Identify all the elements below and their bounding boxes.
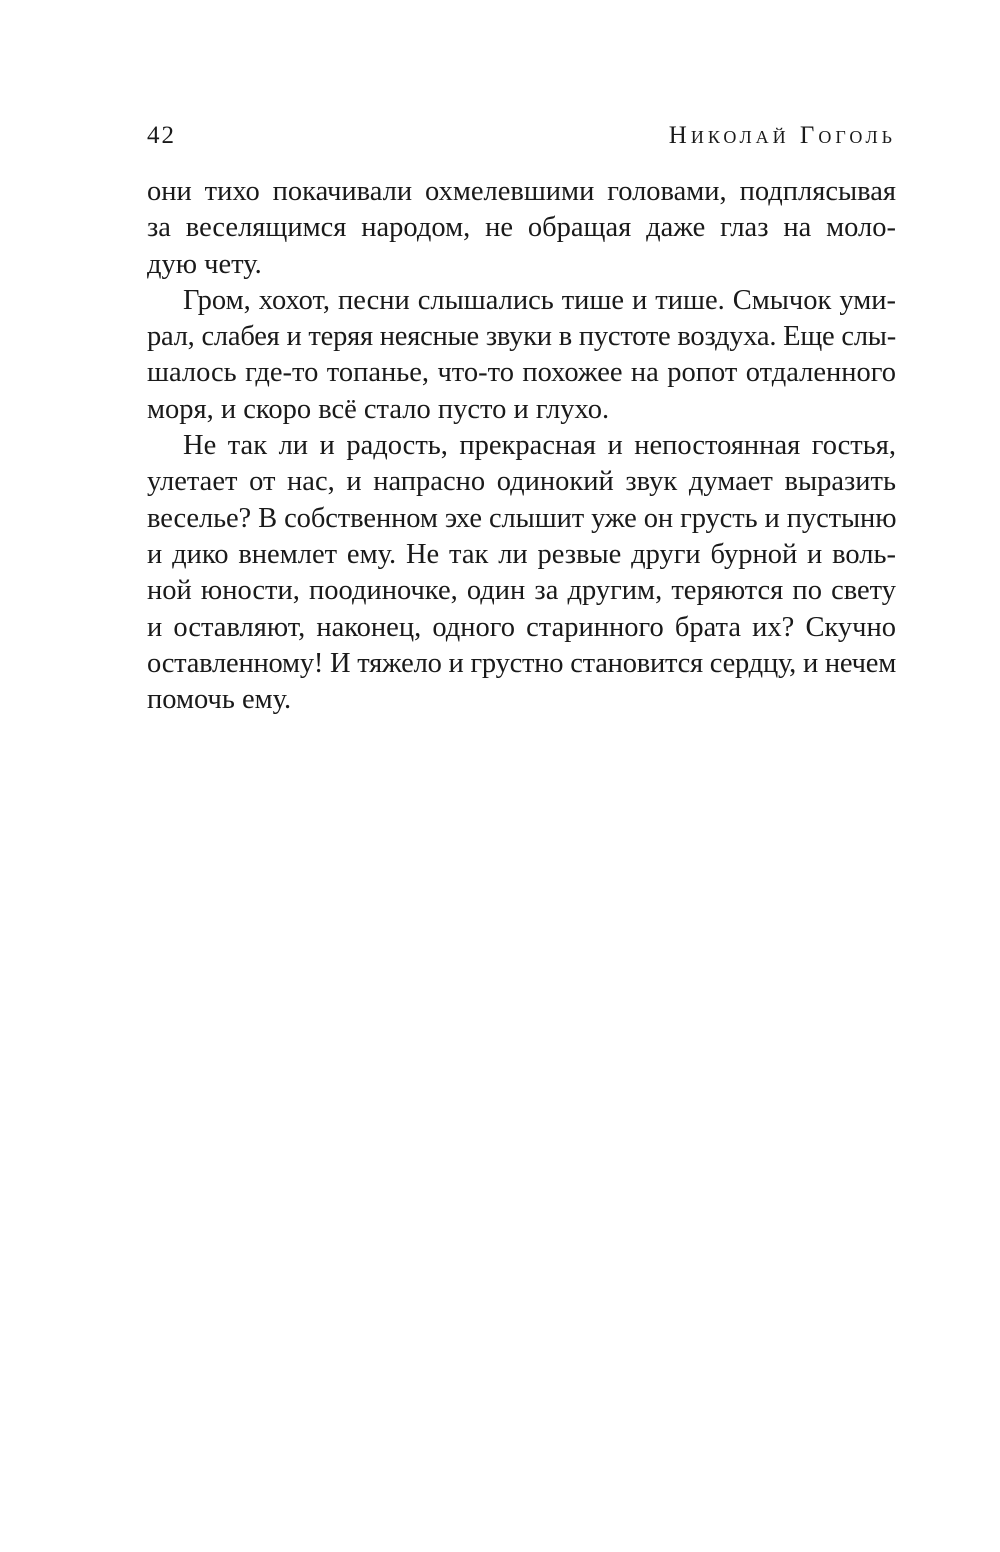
text-line: шалось где-то топанье, что-то похожее на ропот отдаленного (147, 357, 896, 389)
text-line: рал, слабея и теряя неясные звуки в пустоте воздуха. Еще слы- (147, 321, 896, 353)
text-line: и дико внемлет ему. Не так ли резвые други бурной и воль- (147, 538, 896, 570)
text-line: ной юности, поодиночке, один за другим, теряются по свету (147, 575, 896, 607)
text-line: помочь ему. (147, 684, 292, 716)
paragraph (147, 428, 896, 718)
text-line: Не так ли и радость, прекрасная и непостоянная гостья, (183, 430, 896, 462)
text-line: за веселящимся народом, не обращая даже глаз на моло- (147, 212, 896, 244)
text-line: Гром, хохот, песни слышались тише и тише. Смычок уми- (183, 284, 896, 316)
text-line: дую чету. (147, 248, 262, 280)
text-line: веселье? В собственном эхе слышит уже он грусть и пустыню (147, 502, 897, 534)
page-number: 42 (147, 122, 176, 149)
text-line: улетает от нас, и напрасно одинокий звук думает выразить (147, 466, 896, 498)
paragraph (147, 283, 896, 428)
running-head-author: Николай Гоголь (668, 122, 896, 149)
text-line: и оставляют, наконец, одного старинного брата их? Скучно (147, 611, 896, 643)
body-text (147, 174, 896, 718)
text-line: моря, и скоро всё стало пусто и глухо. (147, 393, 610, 425)
running-head (147, 118, 896, 154)
text-line: они тихо покачивали охмелевшими головами, подплясывая (147, 176, 896, 207)
text-line: оставленному! И тяжело и грустно становится сердцу, и нечем (147, 647, 897, 679)
paragraph (147, 174, 896, 283)
